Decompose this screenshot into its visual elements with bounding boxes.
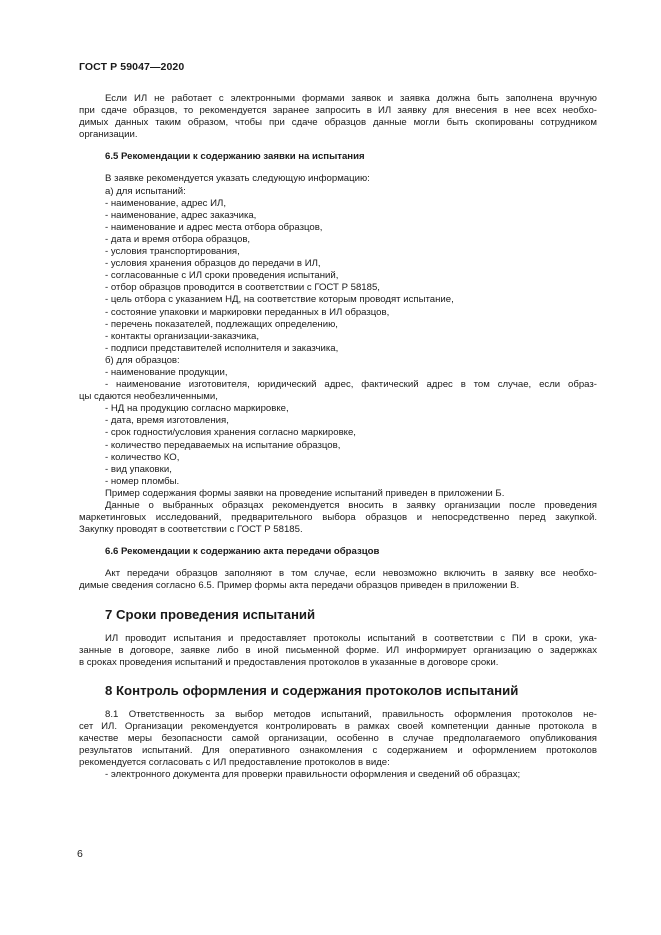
list-line: - состояние упаковки и маркировки переданных в ИЛ образцов,: [105, 306, 390, 318]
text-line: цы сдаются необезличенными,: [79, 391, 218, 403]
text-line: Данные о выбранных образцах рекомендуется вносить в заявку организации после проведения: [105, 500, 597, 511]
list-line: - дата, время изготовления,: [105, 415, 229, 427]
section-6-5-heading: 6.5 Рекомендации к содержанию заявки на испытания: [105, 151, 365, 163]
section-6-6-heading: 6.6 Рекомендации к содержанию акта передачи образцов: [105, 546, 380, 558]
list-line: - согласованные с ИЛ сроки проведения испытаний,: [105, 270, 339, 282]
text-line: маркетинговых исследований, предварительного выбора образцов и непосредственно перед закупкой.: [79, 512, 597, 524]
text-line: 8.1 Ответственность за выбор методов испытаний, правильность оформления протоколов не-: [105, 708, 597, 720]
standard-code-header: ГОСТ Р 59047—2020: [79, 61, 185, 73]
paragraph-intro: [79, 93, 597, 141]
list-line: - вид упаковки,: [105, 463, 172, 475]
list-line: - срок годности/условия хранения согласно маркировке,: [105, 427, 356, 439]
list-line: а) для испытаний:: [105, 185, 186, 197]
text-line: рекомендуется согласовать с ИЛ предоставление протоколов в виде:: [79, 757, 390, 769]
list-line: - отбор образцов проводится в соответствии с ГОСТ Р 58185,: [105, 282, 380, 294]
section-8-heading: 8 Контроль оформления и содержания протоколов испытаний: [105, 682, 519, 698]
list-line: - количество передаваемых на испытание образцов,: [105, 439, 341, 451]
list-8-1-items: [79, 769, 597, 781]
text-line: Акт передачи образцов заполняют в том случае, если невозможно включить в заявку все необхо-: [105, 568, 597, 580]
list-line: - перечень показателей, подлежащих определению,: [105, 318, 338, 330]
text-line: организации.: [79, 129, 138, 141]
text-line: димые сведения согласно 6.5. Пример формы акта передачи образцов приведен в приложении В.: [79, 580, 520, 592]
list-line: В заявке рекомендуется указать следующую информацию:: [105, 173, 370, 185]
list-line: - наименование, адрес заказчика,: [105, 209, 257, 221]
list-line: - цель отбора с указанием НД, на соответствие которым проводят испытание,: [105, 294, 454, 306]
list-line: б) для образцов:: [105, 354, 180, 366]
list-line: - количество КО,: [105, 451, 180, 463]
text-line: в сроках проведения испытаний и предоставления протоколов в указанные в договоре сроки.: [79, 656, 499, 668]
text-line: Закупку проводят в соответствии с ГОСТ Р 58185.: [79, 524, 303, 536]
list-sample-items: [79, 403, 597, 500]
list-line: - контакты организации-заказчика,: [105, 330, 259, 342]
paragraph-6-6: [79, 568, 597, 592]
list-line: Пример содержания формы заявки на проведение испытаний приведен в приложении Б.: [105, 487, 505, 499]
text-line: результатов испытаний. Для оперативного ознакомления с содержанием и оформлением протоколов: [79, 745, 597, 757]
list-line: - наименование, адрес ИЛ,: [105, 197, 226, 209]
list-line: - условия транспортирования,: [105, 246, 240, 258]
text-line: качестве меры безопасности самой организации, особенно в случае предполагаемого опубликования: [79, 733, 597, 745]
list-line: - подписи представителей исполнителя и заказчика,: [105, 342, 339, 354]
text-line: при сдаче образцов, то рекомендуется заранее запросить в ИЛ заявку для внесения в нее всех необхо-: [79, 105, 597, 117]
list-line: - наименование продукции,: [105, 366, 228, 378]
list-line: - дата и время отбора образцов,: [105, 233, 251, 245]
list-line: - номер пломбы.: [105, 475, 180, 487]
text-line: сет ИЛ. Организации рекомендуется контролировать в рамках своей компетенции данные протокола в: [79, 720, 597, 732]
document-body: [79, 93, 597, 781]
paragraph-sample-data: [79, 500, 597, 536]
list-line: - НД на продукцию согласно маркировке,: [105, 403, 289, 415]
list-6-5-items: [79, 173, 597, 379]
list-line: - условия хранения образцов до передачи в ИЛ,: [105, 258, 321, 270]
text-line: димых данных таким образом, чтобы при сдаче образцов данные могли быть скопированы сотрудником: [79, 117, 597, 129]
text-line: ИЛ проводит испытания и предоставляет протоколы испытаний в соответствии с ПИ в сроки, ука-: [105, 632, 597, 644]
paragraph-8-1: [79, 709, 597, 769]
paragraph-manufacturer: [79, 379, 597, 403]
page-number: 6: [77, 848, 83, 860]
paragraph-7: [79, 633, 597, 669]
text-line: - наименование изготовителя, юридический адрес, фактический адрес в том случае, если образ-: [105, 379, 597, 391]
text-line: занные в договоре, заявке либо в иной письменной форме. ИЛ информирует организацию о задержках: [79, 644, 597, 656]
list-line: - наименование и адрес места отбора образцов,: [105, 221, 323, 233]
list-line: - электронного документа для проверки правильности оформления и сведений об образцах;: [105, 769, 521, 781]
section-7-heading: 7 Сроки проведения испытаний: [105, 606, 316, 622]
text-line: Если ИЛ не работает с электронными формами заявок и заявка должна быть заполнена вручную: [105, 93, 597, 104]
